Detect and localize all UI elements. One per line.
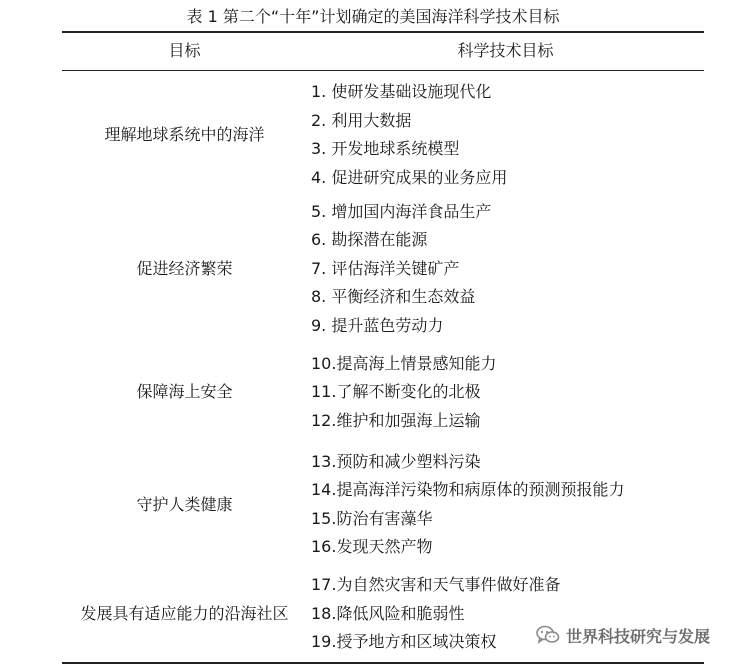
objective-item: 17.为自然灾害和天气事件做好准备 — [311, 575, 561, 594]
objective-item: 2. 利用大数据 — [311, 111, 412, 130]
objective-item: 12.维护和加强海上运输 — [311, 411, 481, 430]
watermark — [534, 622, 710, 648]
objective-item: 7. 评估海洋关键矿产 — [311, 259, 460, 278]
goal-label: 发展具有适应能力的沿海社区 — [80, 604, 289, 623]
objective-item: 15.防治有害藻华 — [311, 509, 433, 528]
objective-item: 14.提高海洋污染物和病原体的预测预报能力 — [311, 480, 625, 499]
objective-item: 13.预防和减少塑料污染 — [311, 452, 481, 471]
goal-label: 理解地球系统中的海洋 — [104, 125, 265, 144]
goal-label: 守护人类健康 — [136, 495, 233, 514]
objective-item: 9. 提升蓝色劳动力 — [311, 316, 444, 335]
objective-item: 16.发现天然产物 — [311, 537, 433, 556]
objective-item: 19.授予地方和区域决策权 — [311, 632, 497, 651]
watermark-text: 世界科技研究与发展 — [566, 626, 711, 646]
objective-item: 4. 促进研究成果的业务应用 — [311, 168, 508, 187]
objective-item: 8. 平衡经济和生态效益 — [311, 287, 476, 306]
goal-label: 促进经济繁荣 — [136, 259, 233, 278]
objective-item: 10.提高海上情景感知能力 — [311, 354, 497, 373]
objective-item: 3. 开发地球系统模型 — [311, 139, 460, 158]
objective-item: 6. 勘探潜在能源 — [311, 230, 428, 249]
wechat-icon — [536, 625, 560, 645]
table-bottom-rule — [62, 662, 704, 664]
objective-item: 1. 使研发基础设施现代化 — [311, 82, 492, 101]
header-objectives: 科学技术目标 — [457, 41, 554, 60]
objective-item: 18.降低风险和脆弱性 — [311, 604, 465, 623]
goal-label: 保障海上安全 — [136, 382, 233, 401]
objective-item: 11.了解不断变化的北极 — [311, 382, 481, 401]
table-caption: 表 1 第二个“十年”计划确定的美国海洋科学技术目标 — [186, 7, 560, 26]
objective-item: 5. 增加国内海洋食品生产 — [311, 202, 492, 221]
table-header-rule — [62, 70, 704, 71]
header-goal: 目标 — [168, 41, 201, 60]
